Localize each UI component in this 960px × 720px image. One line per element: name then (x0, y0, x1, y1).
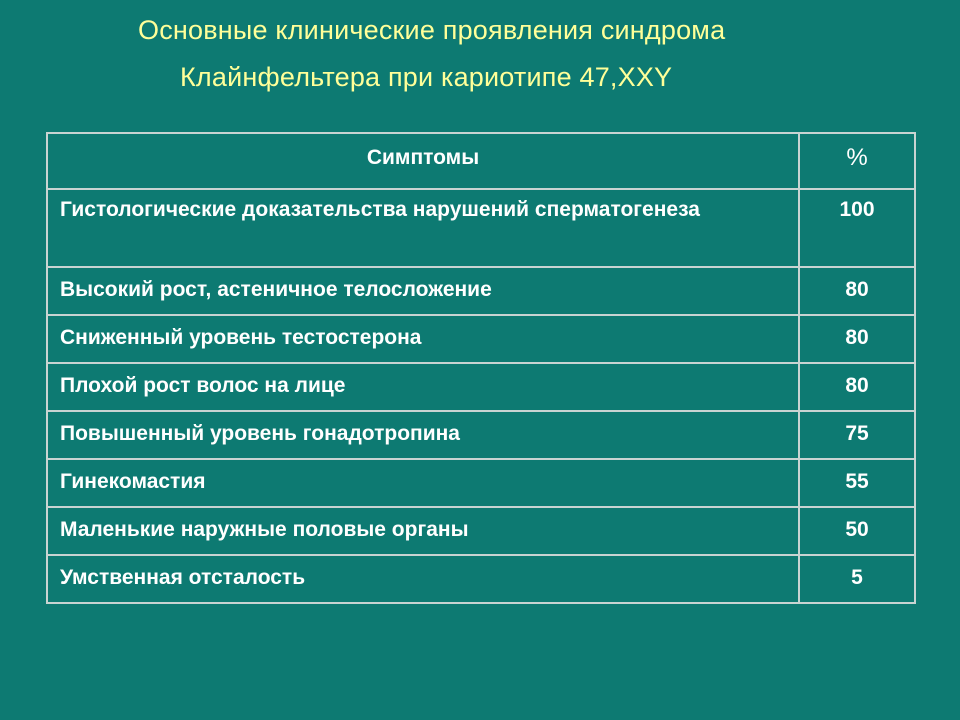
percent-cell: 55 (799, 459, 915, 507)
table-row (47, 459, 915, 507)
table-row (47, 411, 915, 459)
symptom-cell: Сниженный уровень тестостерона (47, 315, 799, 363)
symptoms-table-container (46, 132, 914, 604)
table-row (47, 555, 915, 603)
symptom-cell: Высокий рост, астеничное телосложение (47, 267, 799, 315)
symptom-cell: Плохой рост волос на лице (47, 363, 799, 411)
table-row (47, 189, 915, 267)
header-symptoms: Симптомы (47, 133, 799, 189)
symptom-cell: Умственная отсталость (47, 555, 799, 603)
symptom-cell: Гинекомастия (47, 459, 799, 507)
symptom-cell: Повышенный уровень гонадотропина (47, 411, 799, 459)
percent-cell: 75 (799, 411, 915, 459)
percent-cell: 100 (799, 189, 915, 267)
slide-title-line-2: Клайнфельтера при кариотипе 47,XXY (180, 62, 673, 92)
symptom-cell: Маленькие наружные половые органы (47, 507, 799, 555)
percent-cell: 80 (799, 315, 915, 363)
percent-cell: 5 (799, 555, 915, 603)
percent-cell: 50 (799, 507, 915, 555)
header-percent: % (799, 133, 915, 189)
table-header-row (47, 133, 915, 189)
slide-title-line-1: Основные клинические проявления синдрома (138, 15, 726, 45)
percent-cell: 80 (799, 363, 915, 411)
symptom-cell: Гистологические доказательства нарушений сперматогенеза (47, 189, 799, 267)
table-row (47, 315, 915, 363)
percent-cell: 80 (799, 267, 915, 315)
table-row (47, 507, 915, 555)
table-row (47, 267, 915, 315)
symptoms-table (46, 132, 916, 604)
table-row (47, 363, 915, 411)
